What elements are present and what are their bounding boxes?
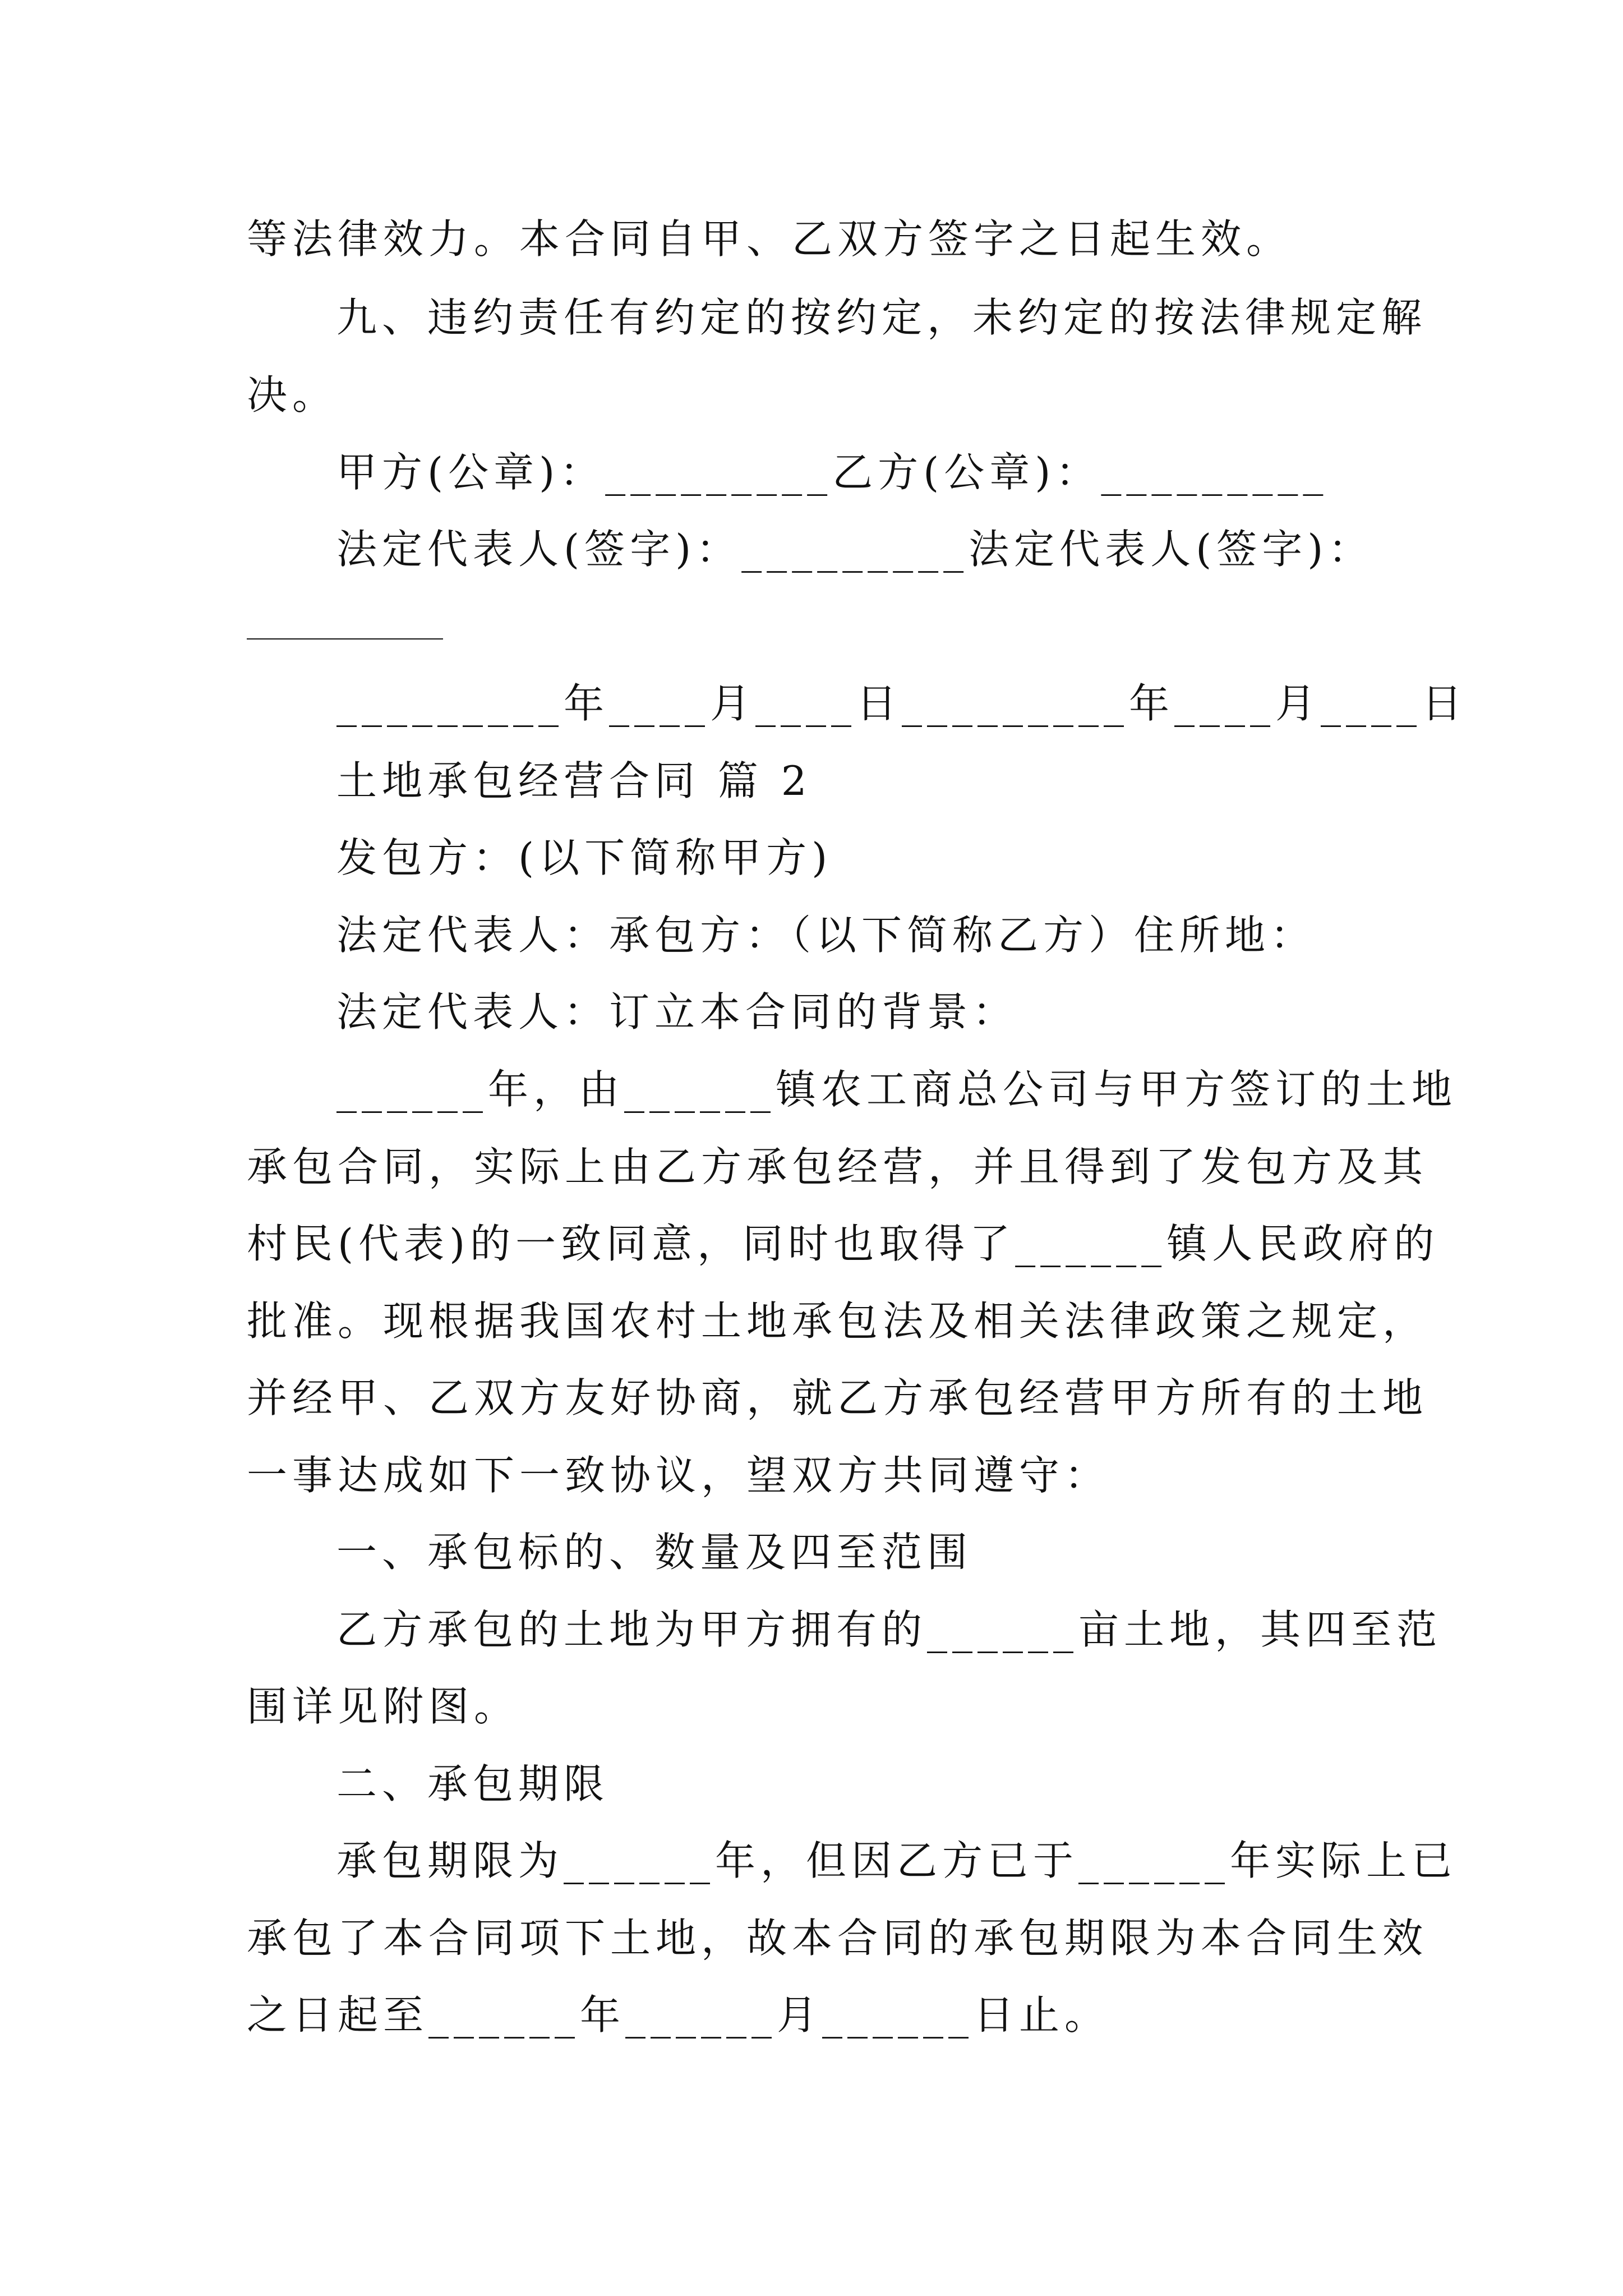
text-line: 之日起至______年______月______日止。 [247,1991,1110,2039]
text-line: 承包了本合同项下土地，故本合同的承包期限为本合同生效 [247,1915,1428,1962]
text-line: 围详见附图。 [247,1683,520,1730]
text-line: 村民(代表)的一致同意，同时也取得了______镇人民政府的 [247,1220,1440,1267]
text-line: 发包方：(以下简称甲方) [336,834,833,881]
clause-heading: 二、承包期限 [336,1760,610,1807]
section-title: 土地承包经营合同 篇 2 [336,757,812,804]
text-line: 承包期限为______年，但因乙方已于______年实际上已 [336,1837,1458,1884]
text-line: 等法律效力。本合同自甲、乙双方签字之日起生效。 [247,215,1292,263]
text-line: 决。 [247,371,338,418]
text-line: 批准。现根据我国农村土地承包法及相关法律政策之规定， [247,1297,1428,1345]
text-line: 乙方承包的土地为甲方拥有的______亩土地，其四至范 [336,1606,1442,1653]
text-line: 一事达成如下一致协议，望双方共同遵守： [247,1452,1110,1499]
date-line: _________年____月____日_________年____月____日 [336,680,1467,727]
text-line: 九、违约责任有约定的按约定，未约定的按法律规定解 [336,294,1427,341]
text-line: 承包合同，实际上由乙方承包经营，并且得到了发包方及其 [247,1143,1428,1190]
clause-heading: 一、承包标的、数量及四至范围 [336,1529,973,1576]
text-line: ______年，由______镇农工商总公司与甲方签订的土地 [336,1066,1458,1113]
signature-line-representative: 法定代表人(签字)：_________法定代表人(签字)： [336,526,1374,573]
text-line: 法定代表人：承包方：（以下简称乙方）住所地： [336,912,1316,959]
text-line: 法定代表人：订立本合同的背景： [336,988,1018,1036]
text-line: 并经甲、乙双方友好协商，就乙方承包经营甲方所有的土地 [247,1374,1428,1421]
signature-line-seal: 甲方(公章)：_________乙方(公章)：_________ [336,449,1329,496]
blank-underline [247,638,443,639]
